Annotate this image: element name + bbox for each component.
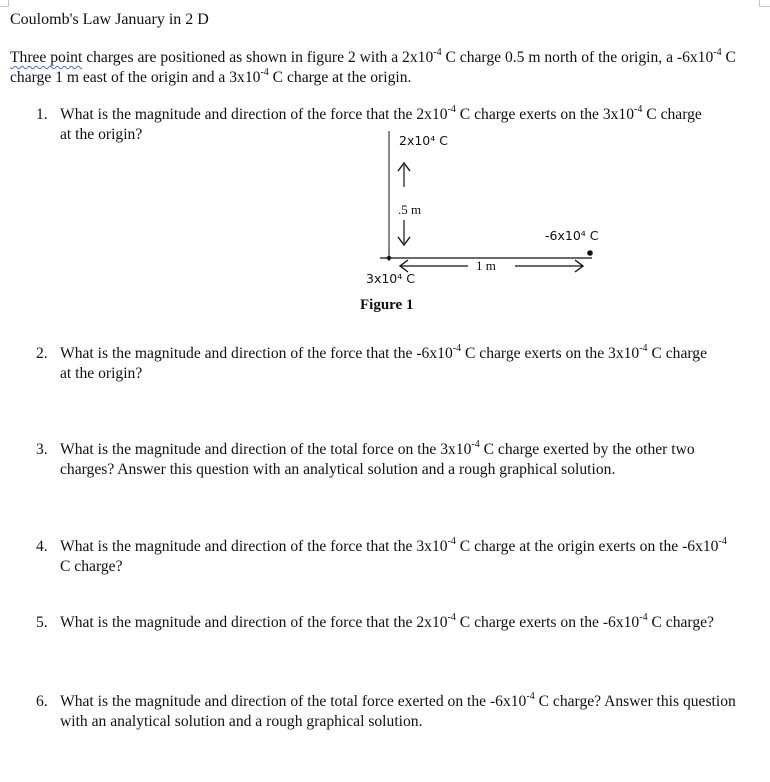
document-title: Coulomb's Law January in 2 D — [10, 11, 209, 28]
charge-figure — [340, 125, 640, 325]
figure-caption: Figure 1 — [360, 297, 414, 313]
question-number: 3. — [36, 441, 48, 458]
question-text: What is the magnitude and direction of the total force on the $3x10^{-4}$ C charge exerted by the other two charges? Answer this question with an analytical solution and a rough graphical solution. — [60, 438, 695, 478]
vertical-distance-label: .5 m — [398, 202, 422, 217]
question-number: 4. — [36, 538, 48, 555]
question-text: What is the magnitude and direction of the force that the $3x10^{-4}$ C charge at the origin exerts on the $-6x10^{-4}$ C charge? — [60, 535, 727, 575]
question-text: What is the magnitude and direction of the force that the $2x10^{-4}$ C charge exerts on the $3x10^{-4}$ C charge at the origin? — [60, 103, 702, 143]
origin-charge-dot — [387, 256, 391, 260]
spellcheck-underlined-text[interactable]: Three point — [10, 49, 83, 66]
intro-paragraph: Three point charges are positioned as shown in figure 2 with a $2x10^{-4}$ C charge 0.5 m north of the origin, a $-6x10^{-4}$ C charge 1 m east of the origin and a $3x10^{-4}$ C charge at the origin. — [10, 46, 736, 86]
horizontal-distance-label: 1 m — [476, 258, 496, 273]
question-text: What is the magnitude and direction of the force that the $2x10^{-4}$ C charge exerts on the $-6x10^{-4}$ C charge? — [60, 611, 714, 631]
top-charge-label: 2x10⁴ C — [399, 133, 448, 148]
origin-charge-label: 3x10⁴ C — [366, 271, 415, 286]
question-number: 6. — [36, 693, 48, 710]
question-number: 5. — [36, 614, 48, 631]
east-charge-label: -6x10⁴ C — [545, 228, 599, 243]
question-text: What is the magnitude and direction of the force that the $-6x10^{-4}$ C charge exerts on the $3x10^{-4}$ C charge at the origin? — [60, 342, 708, 382]
question-text: What is the magnitude and direction of the total force exerted on the $-6x10^{-4}$ C charge? Answer this question with an analytical solution and a rough graphical solution. — [60, 690, 736, 730]
question-number: 1. — [36, 106, 48, 123]
page-corner-mark — [0, 0, 9, 7]
figure-diagram — [340, 125, 640, 325]
question-number: 2. — [36, 345, 48, 362]
page-corner-mark — [759, 0, 770, 7]
east-charge-dot — [587, 250, 593, 256]
